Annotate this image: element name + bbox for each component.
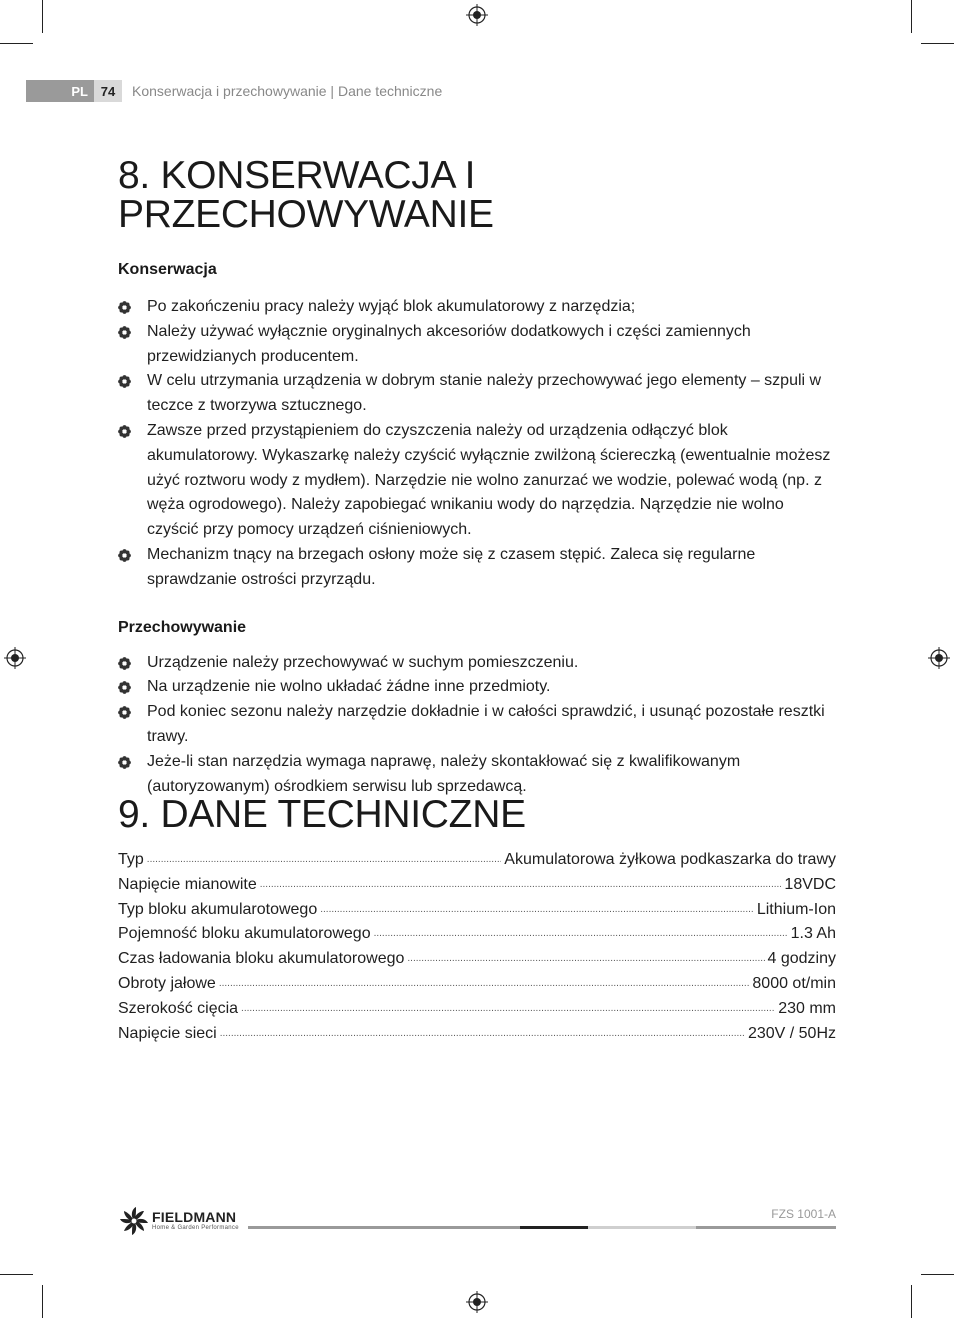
leader-dots xyxy=(219,972,750,997)
spec-row xyxy=(118,972,836,997)
spec-label: Czas ładowania bloku akumulatorowego xyxy=(118,950,405,968)
leader-dots xyxy=(320,898,754,923)
spec-label: Szerokość cięcia xyxy=(118,999,239,1017)
section-8-title: 8. KONSERWACJA I PRZECHOWYWANIE xyxy=(118,154,494,236)
storage-heading: Przechowywanie xyxy=(118,618,247,636)
list-item-text: Urządzenie należy przechowywać w suchym pomieszczeniu. xyxy=(147,653,579,671)
registration-mark-icon xyxy=(466,4,488,26)
storage-list xyxy=(118,651,836,800)
crop-mark xyxy=(921,1274,954,1275)
spec-value: Akumulatorowa żyłkowa podkaszarka do trawy xyxy=(504,851,836,868)
registration-mark-icon xyxy=(4,647,26,669)
spec-label: Napięcie mianowite xyxy=(118,875,257,893)
list-item-text: Pod koniec sezonu należy narzędzie dokładnie i w całości sprawdzić, i usunąć pozostałe resztki trawy. xyxy=(147,703,825,745)
spec-label: Typ bloku akumularotowego xyxy=(118,900,318,918)
list-item-text: W celu utrzymania urządzenia w dobrym stanie należy przechowywać jego elementy – szpuli w teczce z tworzywa sztucznego. xyxy=(147,372,822,415)
footer-line xyxy=(588,1226,696,1229)
list-item-text: Na urządzenie nie wolno układać żádne inne przedmioty. xyxy=(147,678,551,696)
footer-line xyxy=(248,1226,520,1229)
spec-value: 8000 ot/min xyxy=(752,974,836,992)
crop-mark xyxy=(42,0,43,33)
page-number: 74 xyxy=(94,80,122,102)
leader-dots xyxy=(147,848,502,873)
spec-value: 230 mm xyxy=(778,999,836,1017)
footer-line xyxy=(696,1226,836,1229)
spec-row xyxy=(118,848,836,873)
spec-row xyxy=(118,873,836,898)
flower-bullet-icon xyxy=(118,375,131,388)
list-item xyxy=(118,320,836,370)
flower-bullet-icon xyxy=(118,756,131,769)
spec-value: 18VDC xyxy=(784,875,836,893)
spec-row xyxy=(118,898,836,923)
spec-row xyxy=(118,947,836,972)
crop-mark xyxy=(0,43,33,44)
section-8 xyxy=(118,156,836,799)
list-item xyxy=(118,750,836,800)
page-header xyxy=(26,80,442,102)
list-item-text: Zawsze przed przystąpieniem do czyszczenia należy od urządzenia odłączyć blok akumulatorowy. Wykaszarkę należy czyścić wyłącznie zwilżoną ściereczką (ewentualnie możesz użyć roztworu wody z mydłem). Narzędzie nie wolno zanurzać we wodzie, polewać wodą (np. z węża ogrodowego). Należy zapobiegać wnikaniu wody do nąrzędzia. Nąrzędzie nie wolno czyścić przy pomocy urządzeń ciśnieniowych. xyxy=(147,421,831,539)
crop-mark xyxy=(0,1274,33,1275)
crop-mark xyxy=(911,0,912,33)
spec-value: Lithium-Ion xyxy=(756,900,836,918)
list-item xyxy=(118,369,836,419)
language-badge: PL xyxy=(26,80,94,102)
maintenance-list xyxy=(118,295,836,593)
spec-label: Napięcie sieci xyxy=(118,1024,217,1042)
list-item-text: Jeże-li stan narzędzia wymaga naprawę, należy skontakłować się z kwalifikowanym (autoryzowanym) ośrodkiem serwisu lub sprzedawcą. xyxy=(147,752,741,795)
leader-dots xyxy=(260,873,782,898)
spec-label: Obroty jałowe xyxy=(118,974,216,992)
registration-mark-icon xyxy=(928,647,950,669)
section-9 xyxy=(118,795,836,1046)
maintenance-heading: Konserwacja xyxy=(118,261,217,278)
list-item xyxy=(118,295,836,320)
spec-value: 230V / 50Hz xyxy=(747,1024,836,1042)
flower-bullet-icon xyxy=(118,706,131,719)
flower-bullet-icon xyxy=(118,425,131,438)
leader-dots xyxy=(241,997,775,1022)
section-9-title: 9. DANE TECHNICZNE xyxy=(118,793,526,836)
flower-bullet-icon xyxy=(118,681,131,694)
leader-dots xyxy=(407,947,764,972)
list-item-text: Po zakończeniu pracy należy wyjąć blok akumulatorowy z narzędzia; xyxy=(147,298,636,315)
spec-value: 4 godziny xyxy=(767,950,836,968)
brand-logo xyxy=(118,1205,239,1237)
flower-bullet-icon xyxy=(118,549,131,562)
leader-dots xyxy=(374,922,788,947)
list-item-text: Mechanizm tnący na brzegach osłony może się z czasem stępić. Zaleca się regularne sprawdzanie ostrości przyrządu. xyxy=(147,545,756,588)
crop-mark xyxy=(42,1285,43,1318)
spec-value: 1.3 Ah xyxy=(790,925,836,943)
model-code: FZS 1001-A xyxy=(771,1207,836,1221)
list-item xyxy=(118,651,836,676)
crop-mark xyxy=(911,1285,912,1318)
flower-bullet-icon xyxy=(118,301,131,314)
spec-row xyxy=(118,997,836,1022)
spec-table xyxy=(118,848,836,1046)
spec-row xyxy=(118,1022,836,1047)
brand-tagline: Home & Garden Performance xyxy=(152,1225,239,1231)
flower-bullet-icon xyxy=(118,657,131,670)
header-title: Konserwacja i przechowywanie | Dane techniczne xyxy=(132,83,443,99)
fieldmann-logo-icon xyxy=(118,1205,150,1237)
logo-text xyxy=(152,1210,239,1232)
spec-label: Typ xyxy=(118,851,144,868)
list-item xyxy=(118,675,836,700)
registration-mark-icon xyxy=(466,1291,488,1313)
spec-row xyxy=(118,922,836,947)
flower-bullet-icon xyxy=(118,326,131,339)
spec-label: Pojemność bloku akumulatorowego xyxy=(118,925,371,943)
leader-dots xyxy=(220,1022,745,1047)
list-item-text: Należy używać wyłącznie oryginalnych akcesoriów dodatkowych i części zamiennych przewidzianych producentem. xyxy=(147,322,751,365)
list-item xyxy=(118,419,836,543)
list-item xyxy=(118,700,836,750)
list-item xyxy=(118,543,836,593)
crop-mark xyxy=(921,43,954,44)
brand-name: FIELDMANN xyxy=(152,1209,237,1225)
footer-line xyxy=(520,1226,588,1229)
